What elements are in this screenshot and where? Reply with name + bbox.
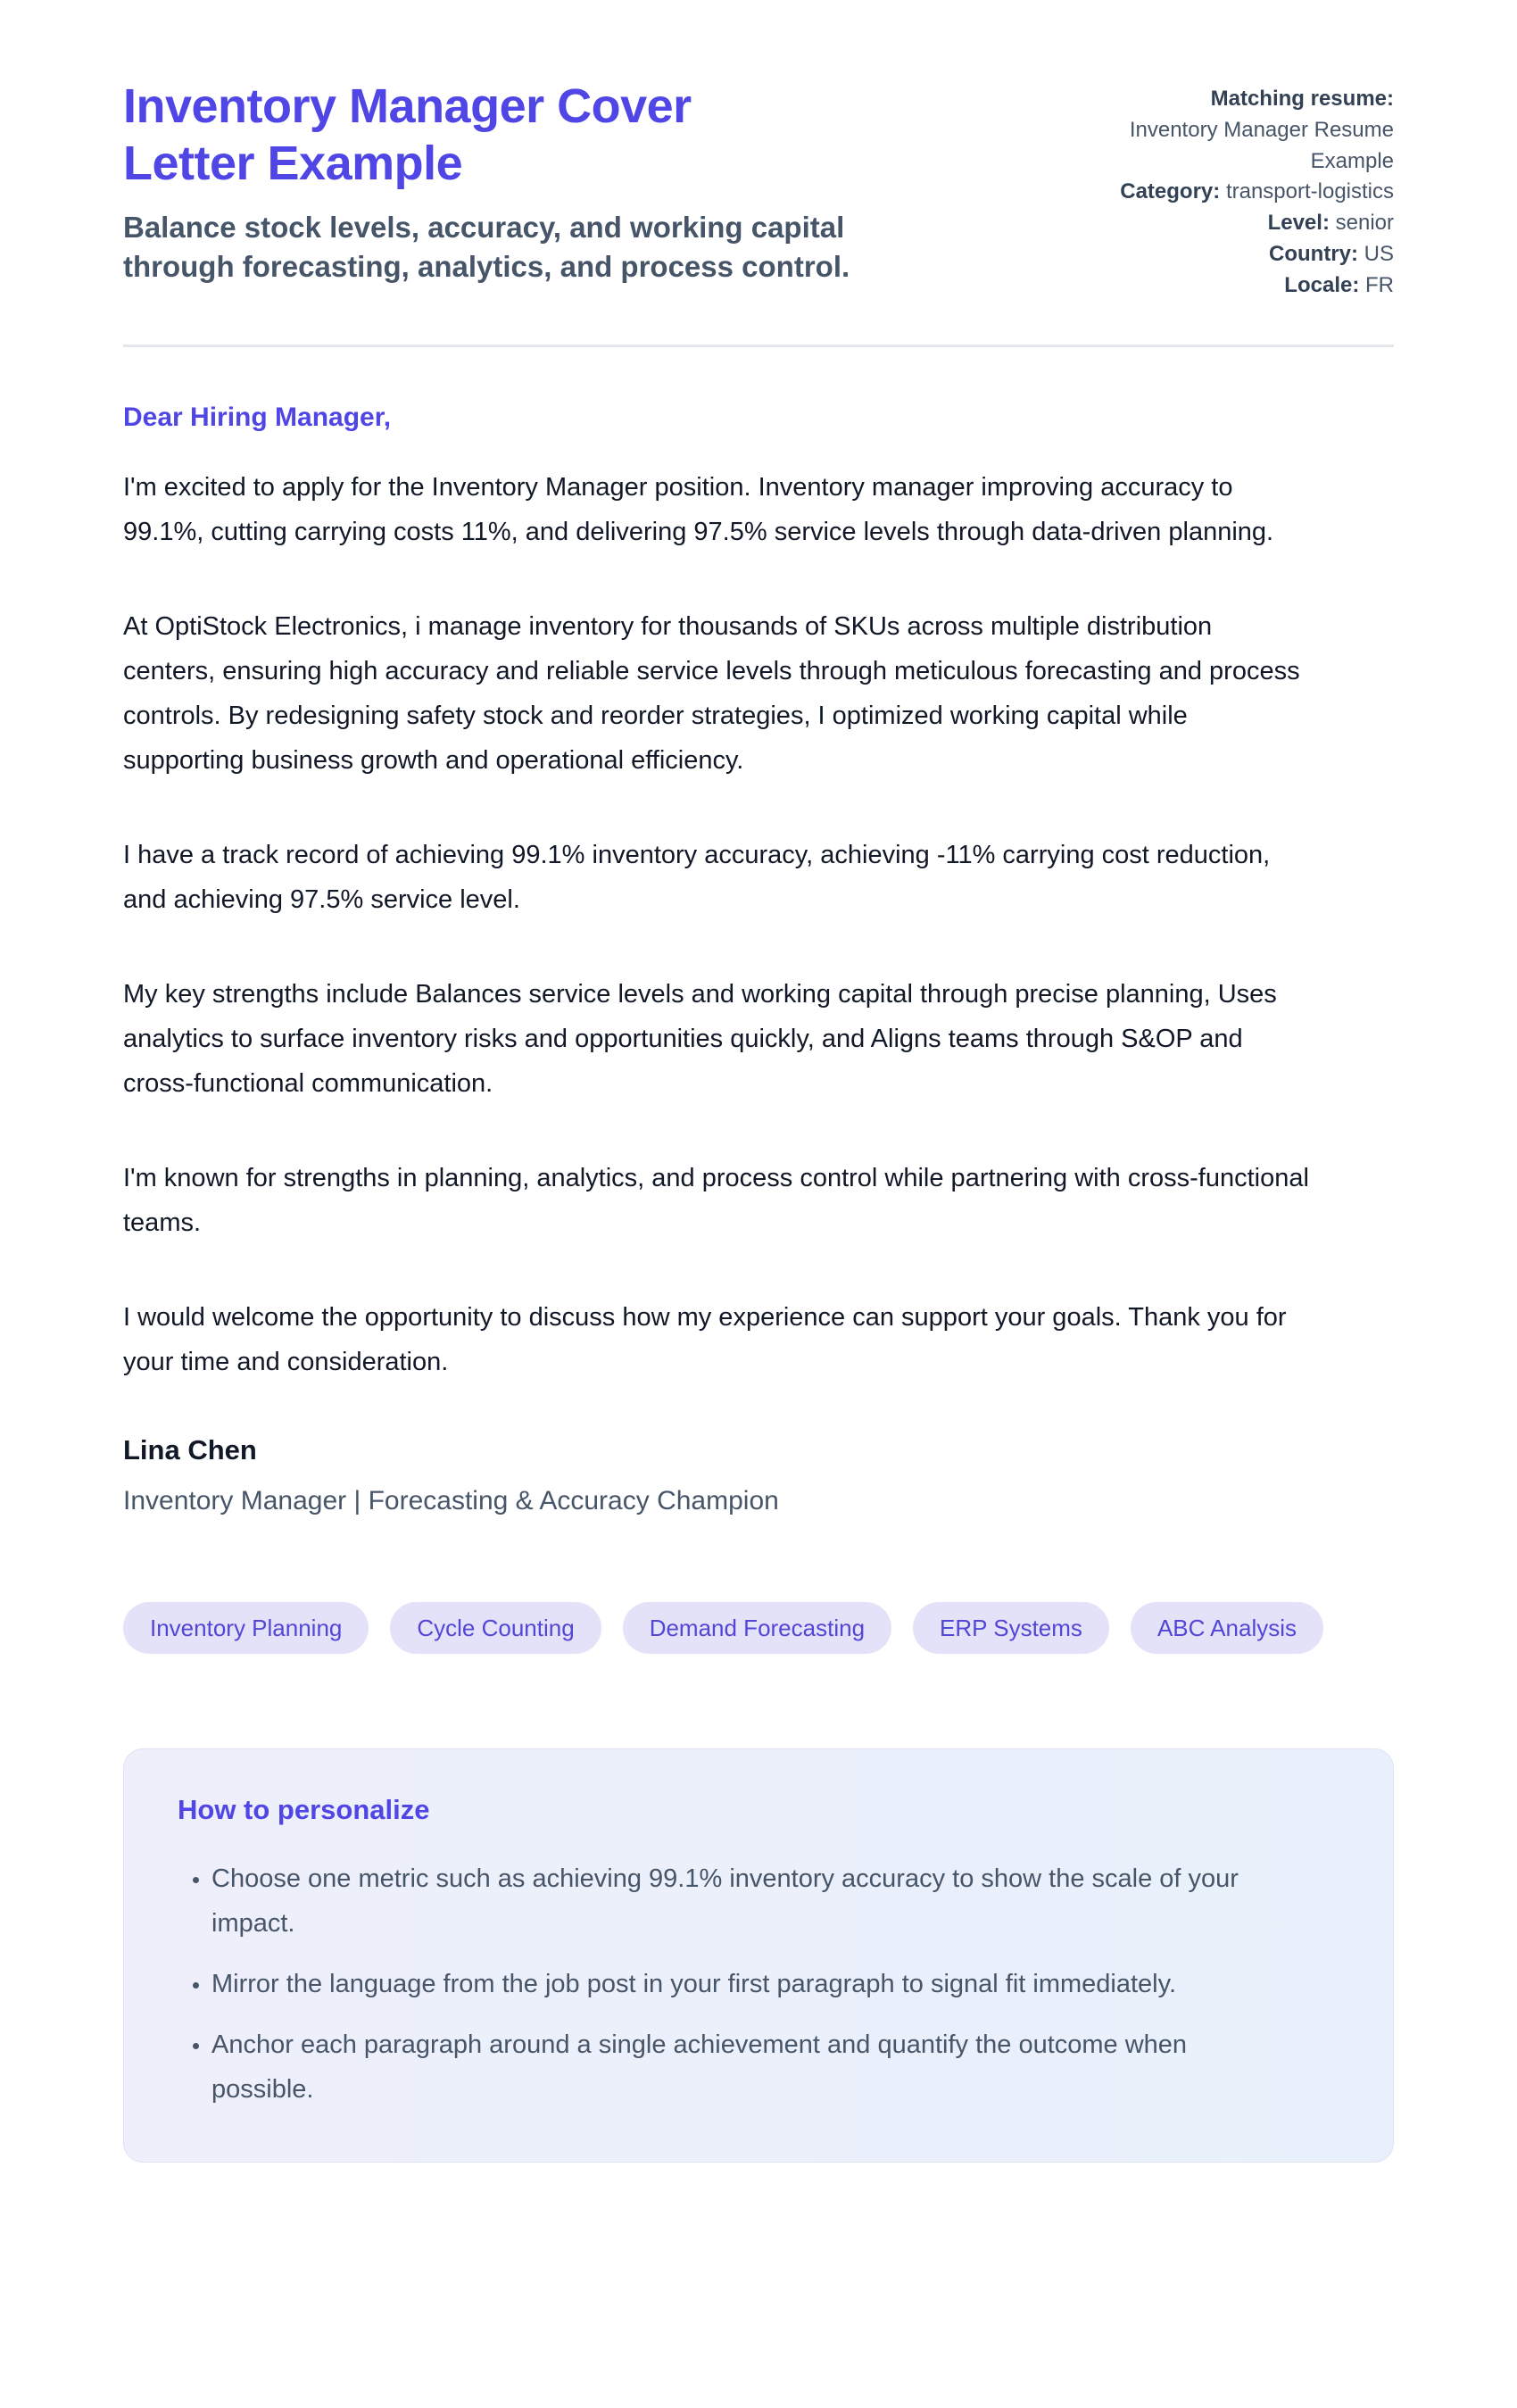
personalize-tips-list	[178, 1856, 1339, 2112]
letter-paragraph: I would welcome the opportunity to discuss how my experience can support your goals. Thank you for your time and consideration.	[123, 1302, 1287, 1376]
letter-body	[123, 403, 1394, 1516]
letter-paragraph: I'm excited to apply for the Inventory Manager position. Inventory manager improving accuracy to 99.1%, cutting carrying costs 11%, and delivering 97.5% service levels through data-driven planning.	[123, 472, 1274, 546]
skill-tags	[123, 1602, 1394, 1654]
meta-category	[1099, 177, 1394, 208]
meta-matching-resume-value: Inventory Manager Resume Example	[1129, 117, 1394, 173]
header-divider	[123, 345, 1394, 347]
tag-cycle-counting[interactable]: Cycle Counting	[390, 1602, 601, 1654]
tip-item: • Mirror the language from the job post in your first paragraph to signal fit immediately.	[211, 1962, 1291, 2006]
tag-demand-forecasting[interactable]: Demand Forecasting	[623, 1602, 891, 1654]
personalize-heading: How to personalize	[178, 1793, 430, 1825]
meta-country	[1099, 239, 1394, 270]
meta-level-value: senior	[1335, 211, 1394, 236]
meta-locale	[1099, 270, 1394, 302]
letter-paragraph: I have a track record of achieving 99.1% inventory accuracy, achieving -11% carrying cost reduction, and achieving 97.5% service level.	[123, 840, 1271, 914]
tag-abc-analysis[interactable]: ABC Analysis	[1131, 1602, 1323, 1654]
letter-paragraph: My key strengths include Balances service levels and working capital through precise planning, Uses analytics to surface inventory risks and opportunities quickly, and Aligns teams through S&OP and cross-functional communication.	[123, 979, 1277, 1098]
meta-level-label: Level:	[1267, 211, 1330, 236]
tag-erp-systems[interactable]: ERP Systems	[913, 1602, 1109, 1654]
page-subtitle: Balance stock levels, accuracy, and working capital through forecasting, analytics, and process control.	[123, 211, 850, 283]
header-title-block	[123, 79, 855, 286]
signature-name: Lina Chen	[123, 1433, 257, 1466]
meta-locale-value: FR	[1365, 272, 1394, 297]
page-header	[123, 79, 1394, 302]
tip-item: • Anchor each paragraph around a single achievement and quantify the outcome when possible.	[211, 2022, 1291, 2112]
meta-country-label: Country:	[1269, 241, 1358, 266]
letter-paragraph: At OptiStock Electronics, i manage inventory for thousands of SKUs across multiple distribution centers, ensuring high accuracy and reliable service levels through meticulous forecasting and process controls. By redesigning safety stock and reorder strategies, I optimized working capital while supporting business growth and operational efficiency.	[123, 611, 1300, 775]
signature-block	[123, 1434, 1394, 1516]
meta-country-value: US	[1364, 241, 1394, 266]
letter-paragraph: I'm known for strengths in planning, analytics, and process control while partnering with cross-functional teams.	[123, 1163, 1309, 1237]
meta-category-label: Category:	[1120, 179, 1221, 204]
meta-locale-label: Locale:	[1284, 272, 1360, 297]
tag-inventory-planning[interactable]: Inventory Planning	[123, 1602, 369, 1654]
meta-category-value: transport-logistics	[1225, 179, 1394, 204]
tip-item: • Choose one metric such as achieving 99.1% inventory accuracy to show the scale of your impact.	[211, 1856, 1291, 1946]
resume-meta-block	[1099, 79, 1394, 302]
letter-greeting: Dear Hiring Manager,	[123, 402, 392, 432]
page-title: Inventory Manager Cover Letter Example	[123, 79, 692, 190]
meta-matching-resume-label: Matching resume:	[1210, 87, 1394, 111]
meta-level	[1099, 208, 1394, 239]
signature-job-title: Inventory Manager | Forecasting & Accuracy Champion	[123, 1485, 779, 1515]
how-to-personalize-box	[123, 1748, 1394, 2163]
meta-matching-resume	[1099, 84, 1394, 177]
